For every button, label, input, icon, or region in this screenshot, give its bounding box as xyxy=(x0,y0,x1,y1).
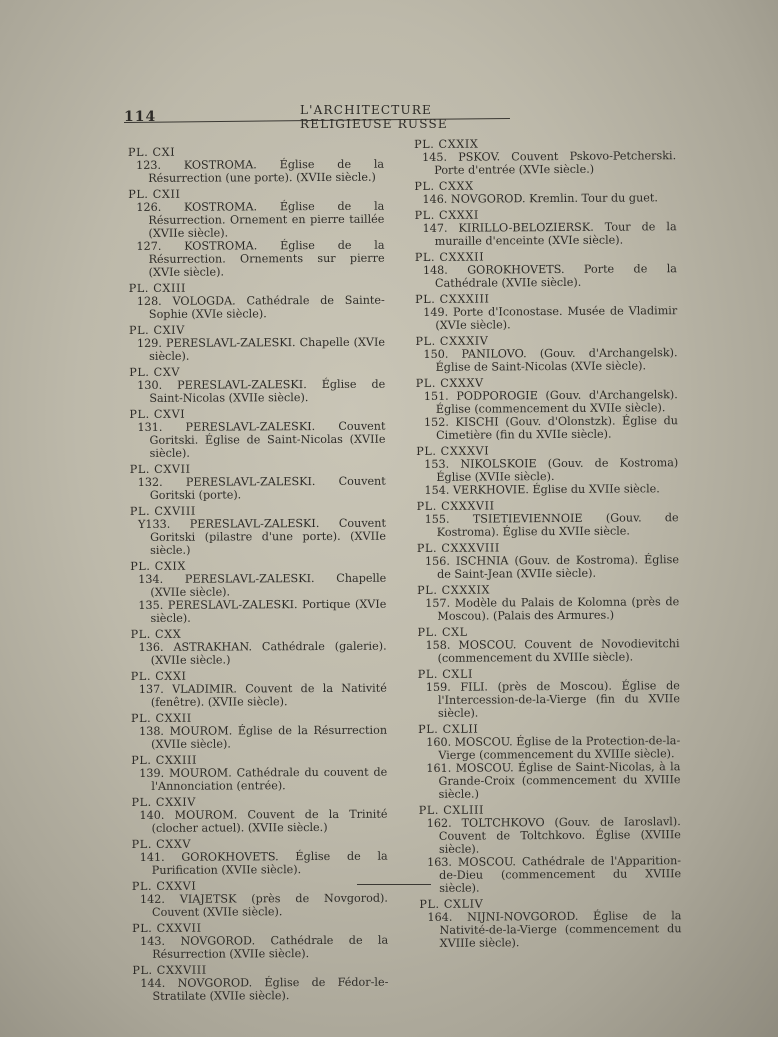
plate-entry: 155. TSIETIEVIENNOIE (Gouv. de Kostroma). Église du XVIIe siècle. xyxy=(424,511,679,539)
plate-entry: 150. PANILOVO. (Gouv. d'Archangelsk). Église de Saint-Nicolas (XVIe siècle). xyxy=(423,346,678,374)
plate-block xyxy=(128,145,384,185)
plate-entry: 139. MOUROM. Cathédrale du couvent de l'Annonciation (entrée). xyxy=(139,765,388,793)
plate-block xyxy=(418,721,681,801)
plate-block xyxy=(129,281,385,321)
plate-entry: 130. PERESLAVL-ZALESKI. Église de Saint-Nicolas (XVIIe siècle). xyxy=(137,377,386,405)
plate-entry: 149. Porte d'Iconostase. Musée de Vladimir (XVIe siècle). xyxy=(423,304,678,332)
plate-heading: PL. CXX xyxy=(130,627,182,641)
plate-entry: 147. KIRILLO-BELOZIERSK. Tour de la muraille d'enceinte (XVIe siècle). xyxy=(422,220,677,248)
plate-entry: 140. MOUROM. Couvent de la Trinité (clocher actuel). (XVIIe siècle.) xyxy=(139,807,388,835)
plate-block xyxy=(131,669,387,709)
plate-block xyxy=(129,365,385,405)
plate-heading: PL. CXXXVII xyxy=(416,499,495,513)
plate-block xyxy=(419,802,682,895)
plate-block xyxy=(132,921,388,961)
plate-block xyxy=(130,504,386,557)
plate-entry: 162. TOLTCHKOVO (Gouv. de Iaroslavl). Couvent de Toltchkovo. Église (XVIIIe siècle). xyxy=(426,815,681,856)
plate-entry: 138. MOUROM. Église de la Résurrection (XVIIe siècle). xyxy=(139,723,388,751)
plate-entry: 132. PERESLAVL-ZALESKI. Couvent Goritski (porte). xyxy=(137,474,386,502)
plate-entry: 135. PERESLAVL-ZALESKI. Portique (XVIe siècle). xyxy=(138,597,387,625)
plate-block xyxy=(416,375,678,442)
plate-heading: PL. CXXX xyxy=(414,179,474,193)
plate-entry: 141. GOROKHOVETS. Église de la Purification (XVIIe siècle). xyxy=(139,849,388,877)
plate-heading: PL. CXXII xyxy=(130,711,192,725)
footer-rule xyxy=(357,884,431,885)
page-number: 114 xyxy=(124,109,157,125)
plate-heading: PL. CXVI xyxy=(129,407,186,421)
plate-entry: 157. Modèle du Palais de Kolomna (près de Moscou). (Palais des Armures.) xyxy=(425,595,680,623)
plate-heading: PL. CXXVI xyxy=(131,879,197,893)
plate-entry: 156. ISCHNIA (Gouv. de Kostroma). Église de Saint-Jean (XVIIe siècle). xyxy=(424,553,679,581)
plate-block xyxy=(130,559,386,625)
plate-heading: PL. CXXXI xyxy=(414,208,479,222)
plate-entry: 144. NOVGOROD. Église de Fédor-le-Stratilate (XVIIe siècle). xyxy=(140,975,389,1003)
plate-block xyxy=(414,178,676,206)
plate-heading: PL. CXL xyxy=(417,625,468,639)
plate-block xyxy=(415,291,677,332)
plate-entry: 154. VERKHOVIE. Église du XVIIe siècle. xyxy=(424,482,660,497)
plate-block xyxy=(417,624,679,665)
plate-block xyxy=(415,333,677,374)
plate-heading: PL. CXXIII xyxy=(131,753,198,767)
plate-heading: PL. CXV xyxy=(129,365,181,379)
plate-block xyxy=(131,753,387,793)
plate-heading: PL. CXXIX xyxy=(414,137,479,151)
plate-entry: 127. KOSTROMA. Église de la Résurrection. Ornements sur pierre (XVIe siècle). xyxy=(136,238,385,279)
plate-block xyxy=(132,837,388,877)
plate-heading: PL. CXXVII xyxy=(132,921,202,935)
plate-entry: 146. NOVGOROD. Kremlin. Tour du guet. xyxy=(422,191,658,206)
plate-entry: 158. MOSCOU. Couvent de Novodievitchi (commencement du XVIIIe siècle). xyxy=(425,637,680,665)
plate-block xyxy=(131,711,387,751)
plate-block xyxy=(417,498,679,539)
plate-block xyxy=(414,207,676,248)
plate-entry: Y133. PERESLAVL-ZALESKI. Couvent Goritski (pilastre d'une porte). (XVIIe siècle.) xyxy=(137,516,387,557)
plate-heading: PL. CXXXVI xyxy=(416,444,490,458)
plate-block xyxy=(415,249,677,290)
plate-heading: PL. CXI xyxy=(128,145,176,159)
plate-block xyxy=(131,627,387,667)
plate-heading: PL. CXLI xyxy=(417,667,474,681)
plate-heading: PL. CXXIV xyxy=(131,795,196,809)
running-title: L'ARCHITECTURE RELIGIEUSE RUSSE xyxy=(300,103,448,131)
plate-heading: PL. CXXXV xyxy=(415,376,484,390)
plate-heading: PL. CXLIII xyxy=(418,803,485,817)
plate-entry: 145. PSKOV. Couvent Pskovo-Petcherski. Porte d'entrée (XVIe siècle.) xyxy=(422,149,677,177)
plate-block xyxy=(128,187,384,279)
plate-heading: PL. CXXXIV xyxy=(415,334,489,348)
plate-heading: PL. CXIV xyxy=(128,323,185,337)
plate-heading: PL. CXVII xyxy=(129,462,191,476)
plate-entry: 137. VLADIMIR. Couvent de la Nativité (fenêtre). (XVIIe siècle). xyxy=(138,681,387,709)
plate-entry: 160. MOSCOU. Église de la Protection-de-la-Vierge (commencement du XVIIIe siècle). xyxy=(426,734,681,762)
left-column xyxy=(128,145,388,1006)
plate-block xyxy=(417,540,679,581)
plate-heading: PL. CXLIV xyxy=(419,897,484,911)
plate-entry: 164. NIJNI-NOVGOROD. Église de la Nativité-de-la-Vierge (commencement du XVIIIe siècle). xyxy=(427,909,682,950)
plate-block xyxy=(129,407,385,460)
plate-entry: 136. ASTRAKHAN. Cathédrale (galerie). (XVIIe siècle.) xyxy=(138,639,387,667)
plate-block xyxy=(132,879,388,919)
plate-block xyxy=(131,795,387,835)
plate-entry: 151. PODPOROGIE (Gouv. d'Archangelsk). Église (commencement du XVIIe siècle). xyxy=(423,388,678,416)
plate-heading: PL. CXVIII xyxy=(129,504,196,518)
plate-block xyxy=(130,462,386,502)
right-column xyxy=(414,136,682,953)
plate-heading: PL. CXIX xyxy=(130,559,187,573)
plate-block xyxy=(414,136,676,177)
plate-heading: PL. CXXXIII xyxy=(415,292,490,306)
plate-entry: 152. KISCHI (Gouv. d'Olonstzk). Église du Cimetière (fin du XVIIe siècle). xyxy=(423,414,679,442)
plate-heading: PL. CXXXII xyxy=(414,250,485,264)
plate-entry: 159. FILI. (près de Moscou). Église de l'Intercession-de-la-Vierge (fin du XVIIe siècle). xyxy=(425,679,680,720)
plate-entry: 163. MOSCOU. Cathédrale de l'Apparition-de-Dieu (commencement du XVIIIe siècle). xyxy=(427,854,682,895)
plate-entry: 153. NIKOLSKOIE (Gouv. de Kostroma) Église (XVIIe siècle). xyxy=(424,456,679,484)
plate-entry: 134. PERESLAVL-ZALESKI. Chapelle (XVIIe siècle). xyxy=(138,571,387,599)
plate-entry: 126. KOSTROMA. Église de la Résurrection. Ornement en pierre taillée (XVIIe siècle). xyxy=(136,199,385,240)
plate-block xyxy=(129,323,385,363)
plate-heading: PL. CXXXIX xyxy=(417,583,491,597)
plate-entry: 128. VOLOGDA. Cathédrale de Sainte-Sophie (XVIe siècle). xyxy=(136,293,385,321)
plate-block xyxy=(418,666,680,720)
plate-block xyxy=(419,896,681,950)
plate-block xyxy=(132,963,388,1003)
plate-entry: 161. MOSCOU. Église de Saint-Nicolas, à la Grande-Croix (commencement du XVIIIe siècle.) xyxy=(426,760,681,801)
plate-heading: PL. CXIII xyxy=(128,281,187,295)
plate-heading: PL. CXXV xyxy=(131,837,192,851)
plate-entry: 129. PERESLAVL-ZALESKI. Chapelle (XVIe siècle). xyxy=(136,335,386,363)
plate-heading: PL. CXXI xyxy=(130,669,187,683)
plate-heading: PL. CXLII xyxy=(418,722,479,736)
plate-entry: 143. NOVGOROD. Cathédrale de la Résurrection (XVIIe siècle). xyxy=(140,933,389,961)
plate-heading: PL. CXII xyxy=(128,187,181,201)
plate-block xyxy=(417,582,679,623)
plate-entry: 131. PERESLAVL-ZALESKI. Couvent Goritski. Église de Saint-Nicolas (XVIIe siècle). xyxy=(137,419,386,460)
plate-block xyxy=(416,443,678,497)
plate-heading: PL. CXXVIII xyxy=(132,963,207,977)
plate-entry: 123. KOSTROMA. Église de la Résurrection (une porte). (XVIIe siècle.) xyxy=(136,157,385,185)
plate-heading: PL. CXXXVIII xyxy=(416,541,500,555)
plate-entry: 142. VIAJETSK (près de Novgorod). Couvent (XVIIe siècle). xyxy=(139,891,388,919)
plate-entry: 148. GOROKHOVETS. Porte de la Cathédrale (XVIIe siècle). xyxy=(422,262,677,290)
